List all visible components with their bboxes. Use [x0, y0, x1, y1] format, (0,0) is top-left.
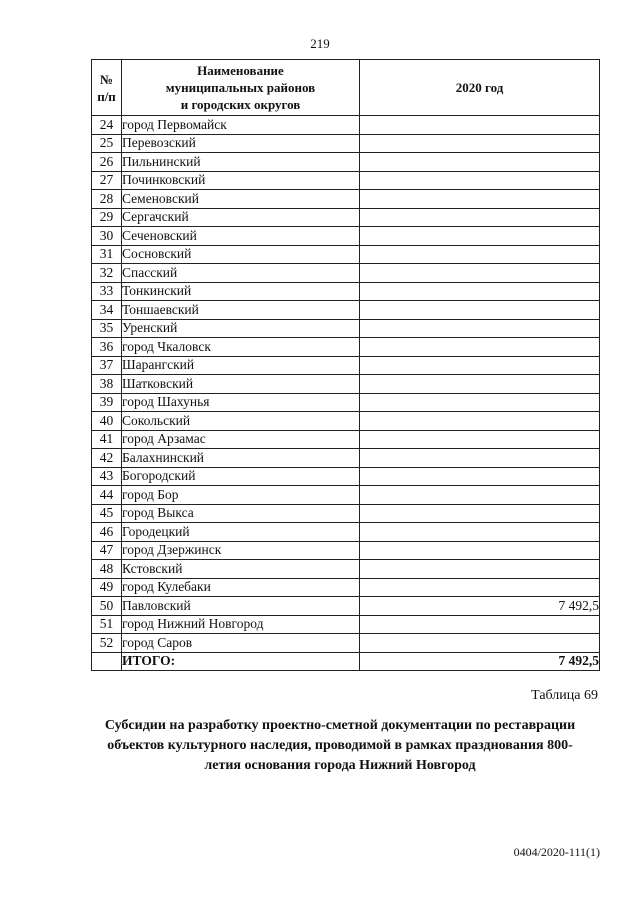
table-row — [92, 523, 600, 542]
row-value — [360, 523, 600, 542]
row-name: Балахнинский — [122, 449, 360, 468]
row-value — [360, 134, 600, 153]
header-name: Наименование муниципальных районов и городских округов — [122, 60, 360, 116]
row-number: 34 — [92, 301, 122, 320]
row-value — [360, 190, 600, 209]
row-value — [360, 393, 600, 412]
table-row — [92, 153, 600, 172]
row-name: Городецкий — [122, 523, 360, 542]
row-name: Кстовский — [122, 560, 360, 579]
row-value — [360, 227, 600, 246]
row-name: город Бор — [122, 486, 360, 505]
row-value — [360, 356, 600, 375]
row-value — [360, 412, 600, 431]
total-row — [92, 652, 600, 671]
table-row — [92, 319, 600, 338]
table-label: Таблица 69 — [531, 688, 598, 703]
total-num-cell — [92, 652, 122, 671]
row-number: 51 — [92, 615, 122, 634]
row-number: 26 — [92, 153, 122, 172]
row-number: 44 — [92, 486, 122, 505]
row-name: Семеновский — [122, 190, 360, 209]
row-name: Сергачский — [122, 208, 360, 227]
table-row — [92, 597, 600, 616]
table-row — [92, 134, 600, 153]
total-value: 7 492,5 — [360, 652, 600, 671]
row-number: 27 — [92, 171, 122, 190]
total-label: ИТОГО: — [122, 652, 360, 671]
row-name: город Нижний Новгород — [122, 615, 360, 634]
row-name: город Чкаловск — [122, 338, 360, 357]
row-number: 37 — [92, 356, 122, 375]
table-body — [92, 116, 600, 671]
row-value — [360, 430, 600, 449]
table-caption: Субсидии на разработку проектно-сметной документации по реставрации объектов культурного наследия, проводимой в рамках празднования 800-летия основания города Нижний Новгород — [104, 718, 576, 773]
row-number: 52 — [92, 634, 122, 653]
row-name: Сосновский — [122, 245, 360, 264]
row-name: Тонкинский — [122, 282, 360, 301]
row-name: город Выкса — [122, 504, 360, 523]
header-year: 2020 год — [360, 60, 600, 116]
row-name: город Первомайск — [122, 116, 360, 135]
row-number: 42 — [92, 449, 122, 468]
table-row — [92, 504, 600, 523]
row-name: Павловский — [122, 597, 360, 616]
table-row — [92, 615, 600, 634]
row-number: 24 — [92, 116, 122, 135]
row-name: Починковский — [122, 171, 360, 190]
row-name: Уренский — [122, 319, 360, 338]
row-number: 48 — [92, 560, 122, 579]
row-value — [360, 282, 600, 301]
table-row — [92, 227, 600, 246]
table-row — [92, 467, 600, 486]
table-row — [92, 190, 600, 209]
table-row — [92, 264, 600, 283]
document-code: 0404/2020-111(1) — [513, 845, 600, 859]
table-row — [92, 393, 600, 412]
subsidy-table — [91, 59, 600, 671]
header-num: № п/п — [92, 60, 122, 116]
row-value — [360, 338, 600, 357]
row-name: Шарангский — [122, 356, 360, 375]
row-name: Богородский — [122, 467, 360, 486]
row-value — [360, 245, 600, 264]
row-name: город Кулебаки — [122, 578, 360, 597]
row-number: 46 — [92, 523, 122, 542]
row-value — [360, 467, 600, 486]
row-number: 28 — [92, 190, 122, 209]
row-value — [360, 634, 600, 653]
row-name: Тоншаевский — [122, 301, 360, 320]
row-number: 40 — [92, 412, 122, 431]
row-name: Сокольский — [122, 412, 360, 431]
row-value — [360, 541, 600, 560]
table-row — [92, 171, 600, 190]
row-number: 39 — [92, 393, 122, 412]
row-number: 33 — [92, 282, 122, 301]
row-number: 38 — [92, 375, 122, 394]
row-number: 30 — [92, 227, 122, 246]
row-number: 43 — [92, 467, 122, 486]
row-value — [360, 486, 600, 505]
page-number: 219 — [310, 36, 330, 51]
row-number: 31 — [92, 245, 122, 264]
row-value — [360, 208, 600, 227]
row-value — [360, 615, 600, 634]
table-row — [92, 449, 600, 468]
row-name: город Арзамас — [122, 430, 360, 449]
row-value — [360, 560, 600, 579]
row-value — [360, 449, 600, 468]
table-row — [92, 301, 600, 320]
row-value — [360, 319, 600, 338]
table-header-row — [92, 60, 600, 116]
table-row — [92, 541, 600, 560]
row-value — [360, 264, 600, 283]
table-row — [92, 560, 600, 579]
table-row — [92, 356, 600, 375]
row-name: Спасский — [122, 264, 360, 283]
table-row — [92, 486, 600, 505]
table-row — [92, 412, 600, 431]
row-name: Пильнинский — [122, 153, 360, 172]
row-number: 49 — [92, 578, 122, 597]
row-number: 45 — [92, 504, 122, 523]
row-number: 36 — [92, 338, 122, 357]
row-number: 32 — [92, 264, 122, 283]
row-number: 29 — [92, 208, 122, 227]
row-name: Шатковский — [122, 375, 360, 394]
row-value — [360, 116, 600, 135]
row-value — [360, 504, 600, 523]
row-value: 7 492,5 — [360, 597, 600, 616]
row-number: 25 — [92, 134, 122, 153]
row-value — [360, 153, 600, 172]
row-name: город Шахунья — [122, 393, 360, 412]
row-number: 41 — [92, 430, 122, 449]
row-name: город Дзержинск — [122, 541, 360, 560]
table-row — [92, 375, 600, 394]
table-row — [92, 578, 600, 597]
row-number: 47 — [92, 541, 122, 560]
table-row — [92, 430, 600, 449]
table-row — [92, 282, 600, 301]
row-value — [360, 171, 600, 190]
row-value — [360, 375, 600, 394]
table-row — [92, 208, 600, 227]
row-name: Перевозский — [122, 134, 360, 153]
row-number: 50 — [92, 597, 122, 616]
table-row — [92, 245, 600, 264]
table-row — [92, 116, 600, 135]
row-number: 35 — [92, 319, 122, 338]
table-row — [92, 338, 600, 357]
row-name: Сеченовский — [122, 227, 360, 246]
row-value — [360, 301, 600, 320]
table-row — [92, 634, 600, 653]
row-name: город Саров — [122, 634, 360, 653]
row-value — [360, 578, 600, 597]
